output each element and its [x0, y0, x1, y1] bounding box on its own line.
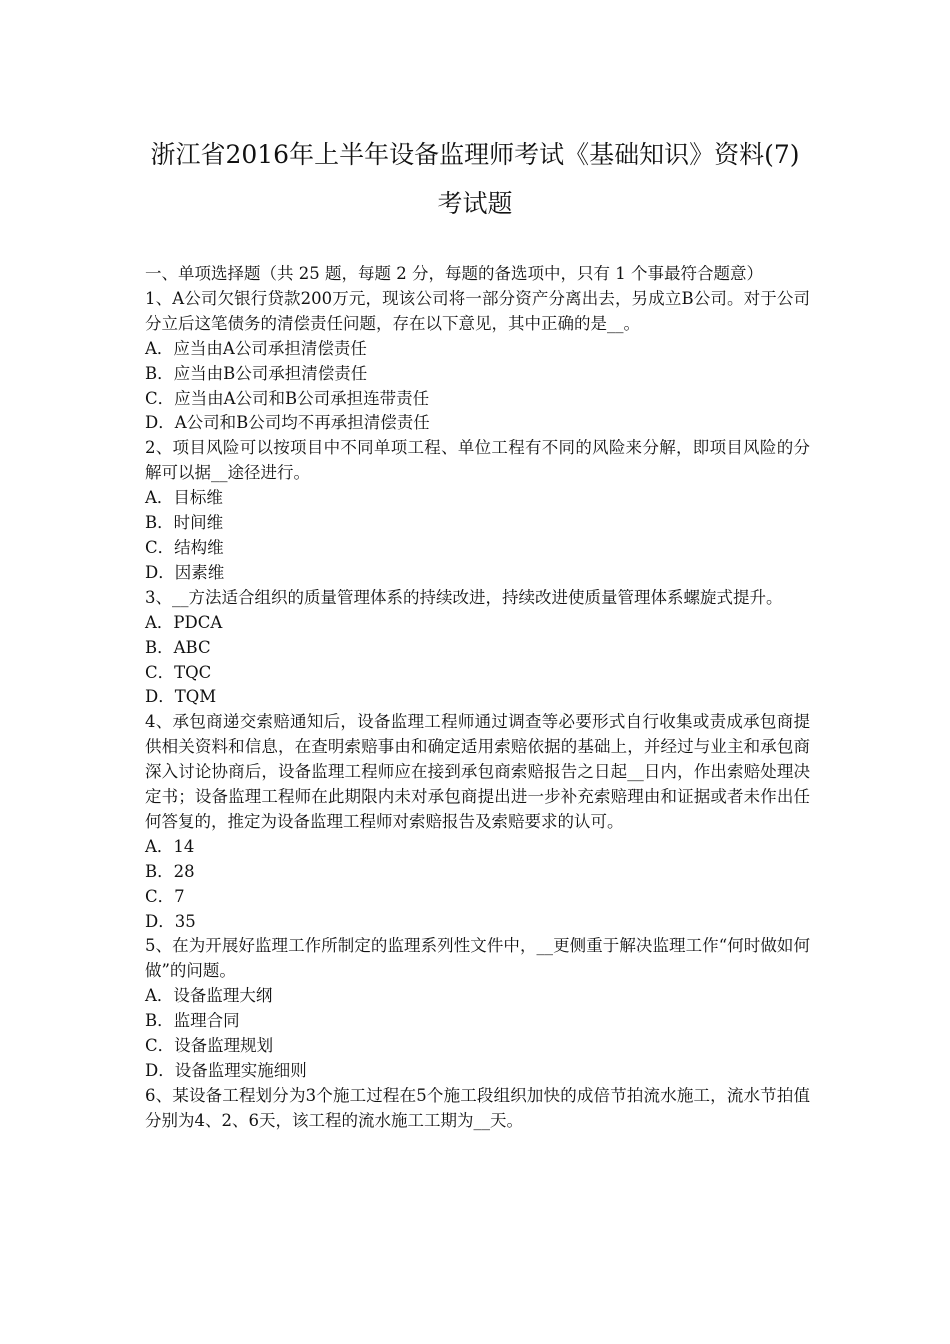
option-d: D．设备监理实施细则	[145, 1061, 307, 1080]
option-c: C．7	[145, 886, 185, 906]
question-text: 5、在为开展好监理工作所制定的监理系列性文件中，__更侧重于解决监理工作“何时做如何做”的问题。	[145, 936, 810, 981]
question-1	[145, 287, 810, 436]
question-text: 4、承包商递交索赔通知后，设备监理工程师通过调查等必要形式自行收集或责成承包商提供相关资料和信息，在查明索赔事由和确定适用索赔依据的基础上，并经过与业主和承包商深入讨论协商后，设备监理工程师应在接到承包商索赔报告之日起__日内，作出索赔处理决定书；设备监理工程师在此期限内未对承包商提出进一步补充索赔理由和证据或者未作出任何答复的，推定为设备监理工程师对索赔报告及索赔要求的认可。	[145, 712, 810, 831]
option-d: D．因素维	[145, 562, 225, 582]
option-c: C．设备监理规划	[145, 1036, 274, 1056]
option-c: C．TQC	[145, 662, 212, 682]
question-text: 2、项目风险可以按项目中不同单项工程、单位工程有不同的风险来分解，即项目风险的分解可以据__途径进行。	[145, 438, 810, 483]
option-a: A．PDCA	[145, 612, 223, 632]
option-b: B．28	[145, 861, 195, 881]
option-b: B．时间维	[145, 513, 224, 533]
question-text: 3、__方法适合组织的质量管理体系的持续改进，持续改进使质量管理体系螺旋式提升。	[145, 587, 783, 607]
option-b: B．应当由B公司承担清偿责任	[145, 363, 368, 383]
option-a: A．14	[145, 836, 195, 856]
question-5	[145, 934, 810, 1083]
section-heading: 一、单项选择题（共 25 题，每题 2 分，每题的备选项中，只有 1 个事最符合题意）	[145, 264, 763, 283]
document-title: 浙江省2016年上半年设备监理师考试《基础知识》资料(7)	[150, 140, 800, 169]
question-text: 6、某设备工程划分为3个施工过程在5个施工段组织加快的成倍节拍流水施工，流水节拍值分别为4、2、6天，该工程的流水施工工期为__天。	[145, 1085, 810, 1130]
question-4	[145, 710, 810, 934]
option-a: A．应当由A公司承担清偿责任	[145, 338, 367, 358]
question-text: 1、A公司欠银行贷款200万元，现该公司将一部分资产分离出去，另成立B公司。对于公司分立后这笔债务的清偿责任问题，存在以下意见，其中正确的是__。	[145, 288, 810, 333]
option-b: B．监理合同	[145, 1011, 240, 1031]
option-d: D．A公司和B公司均不再承担清偿责任	[145, 413, 430, 433]
question-2	[145, 436, 810, 585]
question-3	[145, 586, 810, 711]
document-subtitle: 考试题	[437, 189, 513, 218]
option-a: A．目标维	[145, 488, 223, 508]
option-b: B．ABC	[145, 637, 211, 657]
option-a: A．设备监理大纲	[145, 986, 273, 1006]
option-c: C．应当由A公司和B公司承担连带责任	[145, 388, 430, 408]
option-d: D．35	[145, 911, 196, 931]
option-c: C．结构维	[145, 537, 224, 557]
document-body	[145, 262, 810, 1134]
question-6	[145, 1084, 810, 1134]
option-d: D．TQM	[145, 687, 217, 707]
